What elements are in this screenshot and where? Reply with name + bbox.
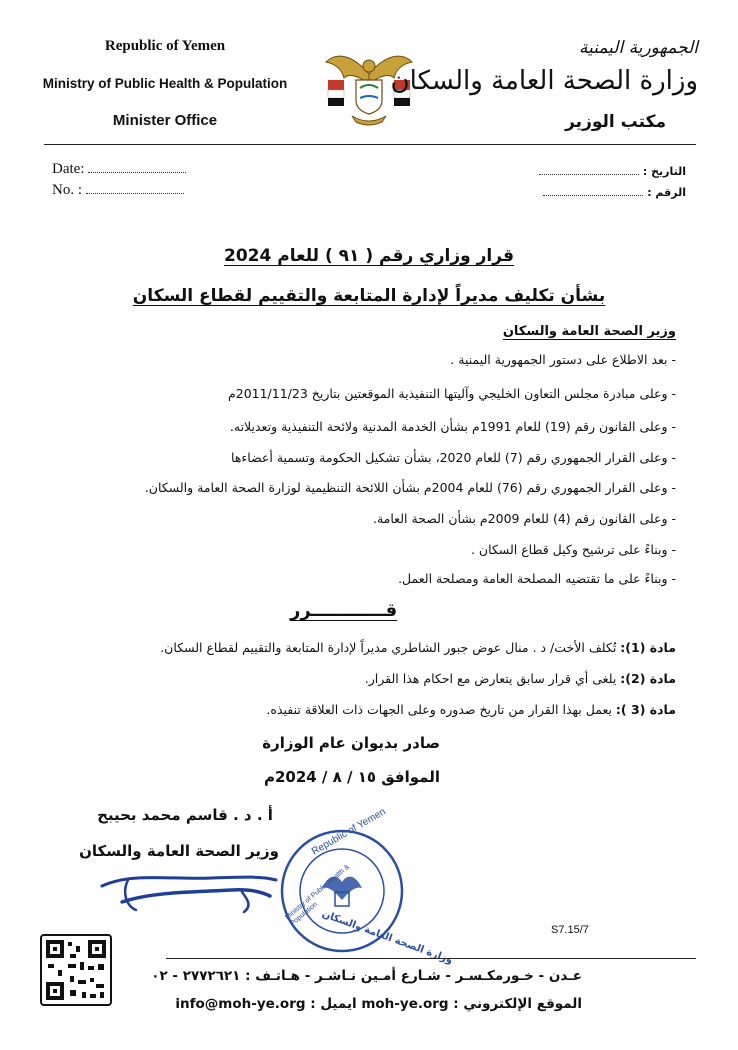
article-label: مادة (3 ): — [615, 702, 676, 717]
header-en-office: Minister Office — [112, 112, 218, 129]
number-field-ar — [543, 186, 686, 199]
handwritten-signature — [92, 862, 282, 922]
decree-title: قرار وزاري رقم ( ٩١ ) للعام 2024 — [224, 246, 514, 266]
preamble-item: - وبناءً على ترشيح وكيل قطاع السكان . — [470, 542, 676, 557]
decision-heading: قــــــــــــرر — [290, 600, 398, 621]
preamble-item: - وبناءً على ما تقتضيه المصلحة العامة ومصلحة العمل. — [398, 571, 676, 586]
stamp-arabic-text: وزارة الصحة العامة والسكان — [320, 908, 455, 967]
header-en-republic: Republic of Yemen — [104, 38, 226, 54]
number-field — [52, 182, 184, 199]
article-text: تُكلف الأخت/ د . منال عوض جبور الشاطري مديراً لإدارة المتابعة والتقييم لقطاع السكان. — [160, 640, 621, 655]
footer-address: عـدن - خـورمكـسـر - شـارع أمـين نـاشـر - هـاتـف : ٢٧٧٢٦٢١ - ٠٢ — [151, 968, 582, 984]
header-ar-republic: الجمهورية اليمنية — [578, 38, 698, 58]
article-label: مادة (2): — [620, 671, 676, 686]
date-dots — [88, 172, 186, 173]
stamp-outer-text: Republic of Yemen — [310, 806, 388, 858]
decree-subject: بشأن تكليف مديراً لإدارة المتابعة والتقييم لقطاع السكان — [132, 286, 606, 306]
preamble-item: - وعلى مبادرة مجلس التعاون الخليجي وآليتها التنفيذية الموقعتين بتاريخ 2011/11/23م — [228, 386, 676, 401]
number-label-ar: الرقم : — [647, 186, 686, 199]
date-dots-ar — [539, 174, 639, 175]
article-text: يعمل بهذا القرار من تاريخ صدوره وعلى الجهات ذات العلاقة تنفيذه. — [266, 702, 616, 717]
footer-divider — [166, 958, 696, 959]
footer-contact: الموقع الإلكتروني : moh-ye.org ايميل : info@moh-ye.org — [175, 996, 582, 1012]
stamp-inner-text: Ministry of Public Health & Population — [284, 863, 352, 928]
signatory-position: وزير الصحة العامة والسكان — [79, 842, 279, 860]
document-code: S7.15/7 — [551, 924, 589, 936]
header-ar-office: مكتب الوزير — [565, 112, 666, 132]
article-label: مادة (1): — [620, 640, 676, 655]
issued-place: صادر بديوان عام الوزارة — [262, 734, 440, 752]
number-dots — [86, 193, 184, 194]
preamble-item: - وعلى القانون رقم (4) للعام 2009م بشأن الصحة العامة. — [373, 511, 676, 526]
article-3 — [36, 702, 676, 717]
article-text: يلغى أي قرار سابق يتعارض مع احكام هذا القرار. — [364, 671, 621, 686]
date-label-ar: التاريخ : — [642, 165, 686, 178]
signatory-name: أ . د . قاسم محمد بحيبح — [97, 806, 273, 824]
preamble-item: - وعلى القانون رقم (19) للعام 1991م بشأن الخدمة المدنية ولائحة التنفيذية وتعديلاته. — [229, 419, 676, 434]
number-dots-ar — [543, 195, 643, 196]
date-label: Date: — [52, 161, 85, 177]
header-divider — [44, 144, 696, 145]
date-field-ar — [539, 165, 686, 178]
issued-date: الموافق ١٥ / ٨ / 2024م — [263, 768, 440, 786]
preamble-item: - وعلى القرار الجمهوري رقم (7) للعام 2020، بشأن تشكيل الحكومة وتسمية أعضاءها — [230, 450, 676, 465]
qr-code-icon — [40, 934, 112, 1006]
preamble-item: - وعلى القرار الجمهوري رقم (76) للعام 2004م بشأن اللائحة التنظيمية لوزارة الصحة العامة والسكان. — [144, 480, 676, 495]
number-label: No. : — [52, 182, 82, 198]
date-field — [52, 161, 186, 178]
header-ar-ministry: وزارة الصحة العامة والسكان — [390, 66, 698, 96]
preamble-heading: وزير الصحة العامة والسكان — [502, 324, 676, 339]
preamble-item: - بعد الاطلاع على دستور الجمهورية اليمنية . — [450, 352, 676, 367]
header-en-ministry: Ministry of Public Health & Population — [42, 76, 288, 91]
article-1 — [36, 640, 676, 655]
article-2 — [36, 671, 676, 686]
